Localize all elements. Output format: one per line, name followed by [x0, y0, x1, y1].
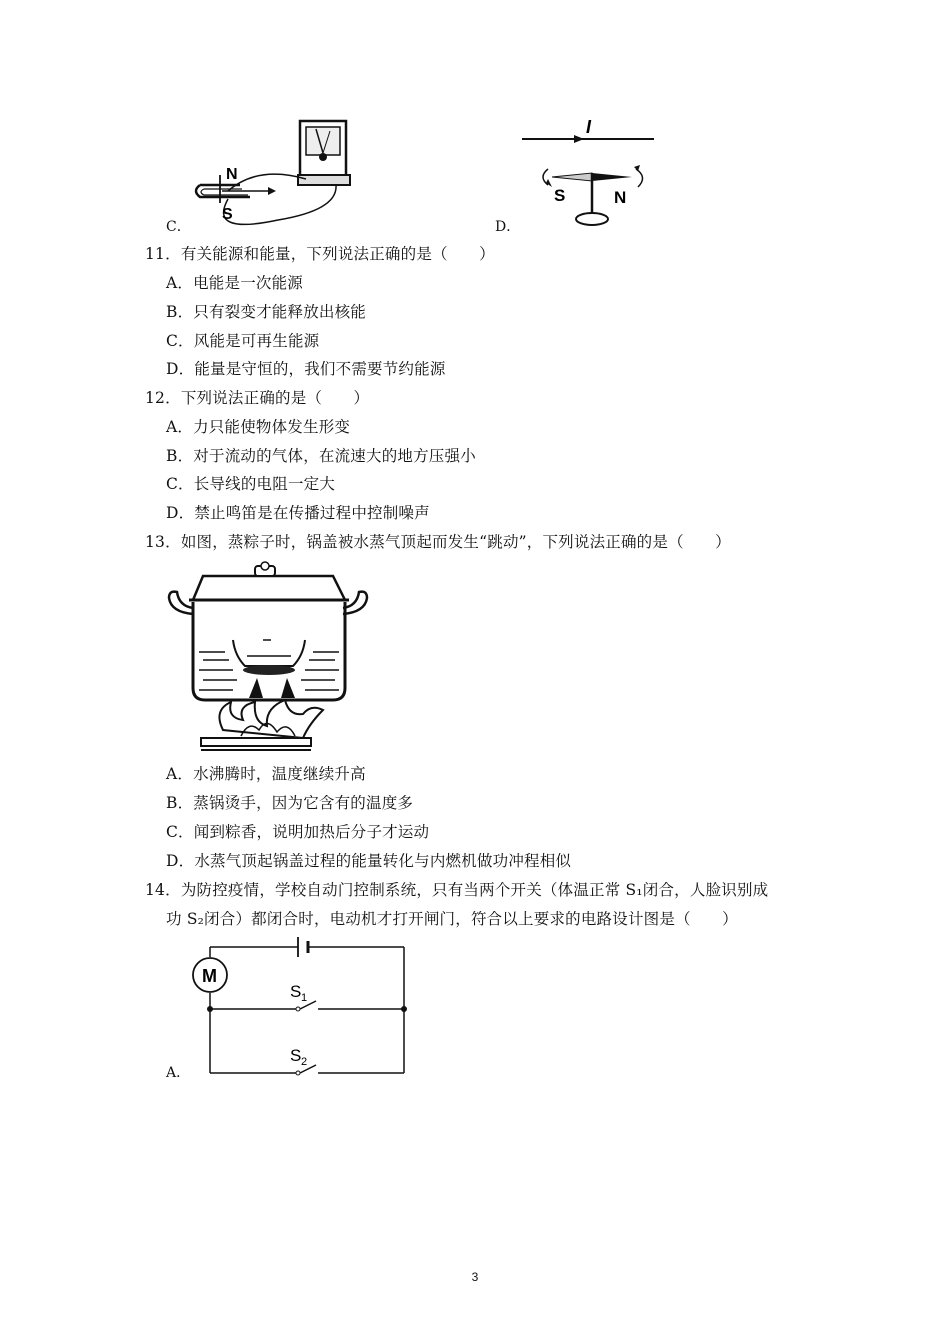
q11-option-c: C．风能是可再生能源 [166, 332, 320, 350]
question-11-stem: 11．有关能源和能量，下列说法正确的是（ ） [145, 245, 495, 263]
question-12-stem: 12．下列说法正确的是（ ） [145, 389, 370, 407]
q13-option-c: C．闻到粽香，说明加热后分子才运动 [166, 823, 430, 841]
figure-steamer-pot [163, 560, 373, 755]
q11-option-b: B．只有裂变才能释放出核能 [166, 303, 366, 321]
figure-oersted-compass [518, 113, 660, 233]
q11-option-d: D．能量是守恒的，我们不需要节约能源 [166, 360, 446, 378]
needle-n-label: N [614, 188, 627, 207]
switch-s1-label: S [290, 982, 302, 1001]
magnet-s-label: S [222, 206, 233, 223]
q13-option-d: D．水蒸气顶起锅盖过程的能量转化与内燃机做功冲程相似 [166, 852, 572, 870]
switch-s1-subscript: 1 [301, 992, 308, 1004]
option-d-label: D． [495, 219, 521, 235]
question-13-stem: 13．如图，蒸粽子时，锅盖被水蒸气顶起而发生“跳动”，下列说法正确的是（ ） [145, 533, 731, 551]
page-number: 3 [471, 1270, 479, 1284]
option-c-label: C． [166, 219, 191, 235]
q11-option-a: A．电能是一次能源 [166, 274, 303, 292]
switch-s2-label: S [290, 1046, 302, 1065]
q12-option-d: D．禁止鸣笛是在传播过程中控制噪声 [166, 504, 430, 522]
switch-s2-subscript: 2 [301, 1056, 308, 1068]
q12-option-c: C．长导线的电阻一定大 [166, 475, 336, 493]
q12-option-b: B．对于流动的气体，在流速大的地方压强小 [166, 447, 476, 465]
circuit-a-label: A． [166, 1065, 191, 1081]
figure-magnet-galvanometer [188, 115, 368, 230]
question-14-stem-line1: 14．为防控疫情，学校自动门控制系统，只有当两个开关（体温正常 S₁闭合，人脸识别成 [145, 881, 769, 899]
needle-s-label: S [554, 186, 566, 205]
magnet-n-label: N [226, 166, 238, 183]
q13-option-a: A．水沸腾时，温度继续升高 [166, 765, 366, 783]
q13-option-b: B．蒸锅烫手，因为它含有的温度多 [166, 794, 414, 812]
current-i-label: I [586, 117, 592, 137]
circuit-diagram-a [190, 935, 415, 1080]
question-14-stem-line2: 功 S₂闭合）都闭合时，电动机才打开闸门，符合以上要求的电路设计图是（ ） [166, 910, 738, 928]
motor-label: M [202, 966, 217, 986]
q12-option-a: A．力只能使物体发生形变 [166, 418, 351, 436]
